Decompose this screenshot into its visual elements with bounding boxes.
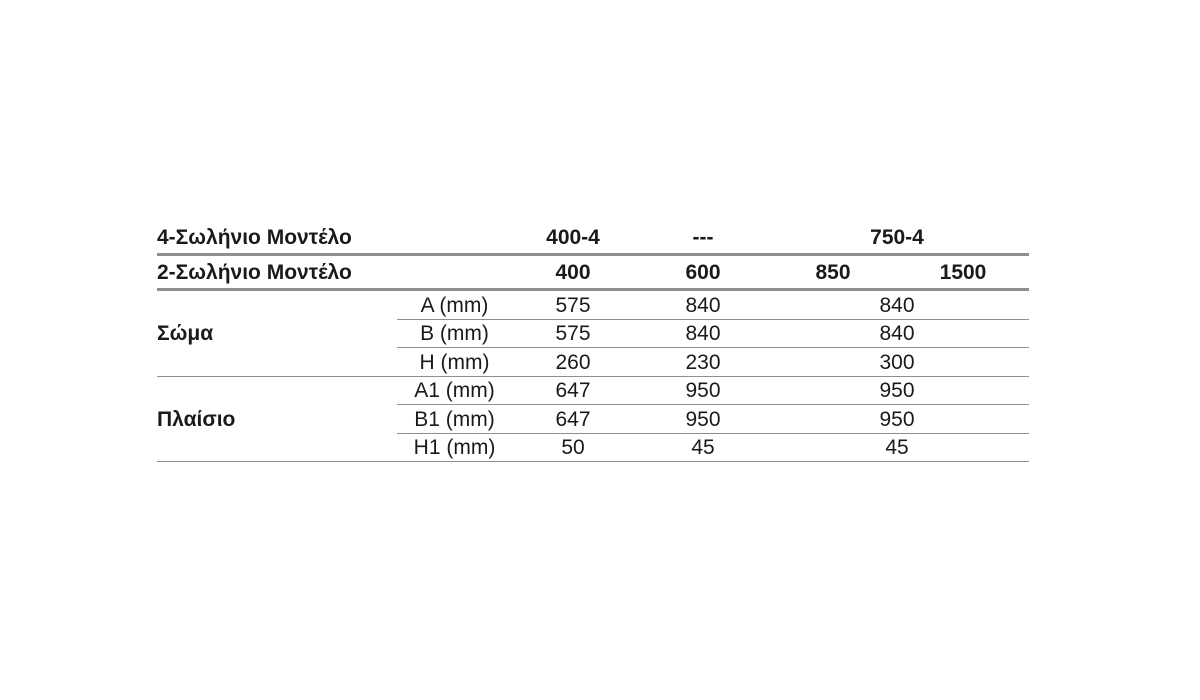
header-divider-2 [157, 288, 1029, 291]
row-divider [397, 404, 1029, 405]
param-label: H (mm) [419, 351, 490, 374]
cell-value: 575 [555, 294, 591, 317]
header-4pipe-label: 4-Σωλήνιο Μοντέλο [157, 226, 352, 249]
cell-value: 45 [885, 436, 909, 459]
cell-value: 840 [685, 322, 721, 345]
header-2pipe-col-850: 850 [815, 261, 851, 284]
header-2pipe-col-400: 400 [555, 261, 591, 284]
cell-value: 840 [879, 322, 915, 345]
row-divider [397, 319, 1029, 320]
cell-value: 950 [879, 379, 915, 402]
header-2pipe-col-600: 600 [685, 261, 721, 284]
header-4pipe-col-750: 750-4 [870, 226, 924, 249]
cell-value: 575 [555, 322, 591, 345]
cell-value: 260 [555, 351, 591, 374]
param-label: B1 (mm) [414, 408, 495, 431]
group-label-body: Σώμα [157, 322, 214, 345]
cell-value: 950 [685, 408, 721, 431]
cell-value: 300 [879, 351, 915, 374]
cell-value: 840 [879, 294, 915, 317]
group-divider [157, 376, 1029, 377]
param-label: A1 (mm) [414, 379, 495, 402]
row-divider [397, 433, 1029, 434]
header-2pipe-label: 2-Σωλήνιο Μοντέλο [157, 261, 352, 284]
header-divider-1 [157, 253, 1029, 256]
cell-value: 840 [685, 294, 721, 317]
cell-value: 50 [561, 436, 585, 459]
header-2pipe-col-1500: 1500 [939, 261, 987, 284]
cell-value: 647 [555, 408, 591, 431]
table-bottom-border [157, 461, 1029, 462]
param-label: B (mm) [420, 322, 489, 345]
cell-value: 950 [685, 379, 721, 402]
header-4pipe-col-400: 400-4 [546, 226, 600, 249]
param-label: A (mm) [420, 294, 489, 317]
cell-value: 950 [879, 408, 915, 431]
param-label: H1 (mm) [413, 436, 496, 459]
row-divider [397, 347, 1029, 348]
cell-value: 45 [691, 436, 715, 459]
header-4pipe-col-600: --- [692, 226, 714, 249]
group-label-frame: Πλαίσιο [157, 408, 236, 431]
cell-value: 230 [685, 351, 721, 374]
cell-value: 647 [555, 379, 591, 402]
